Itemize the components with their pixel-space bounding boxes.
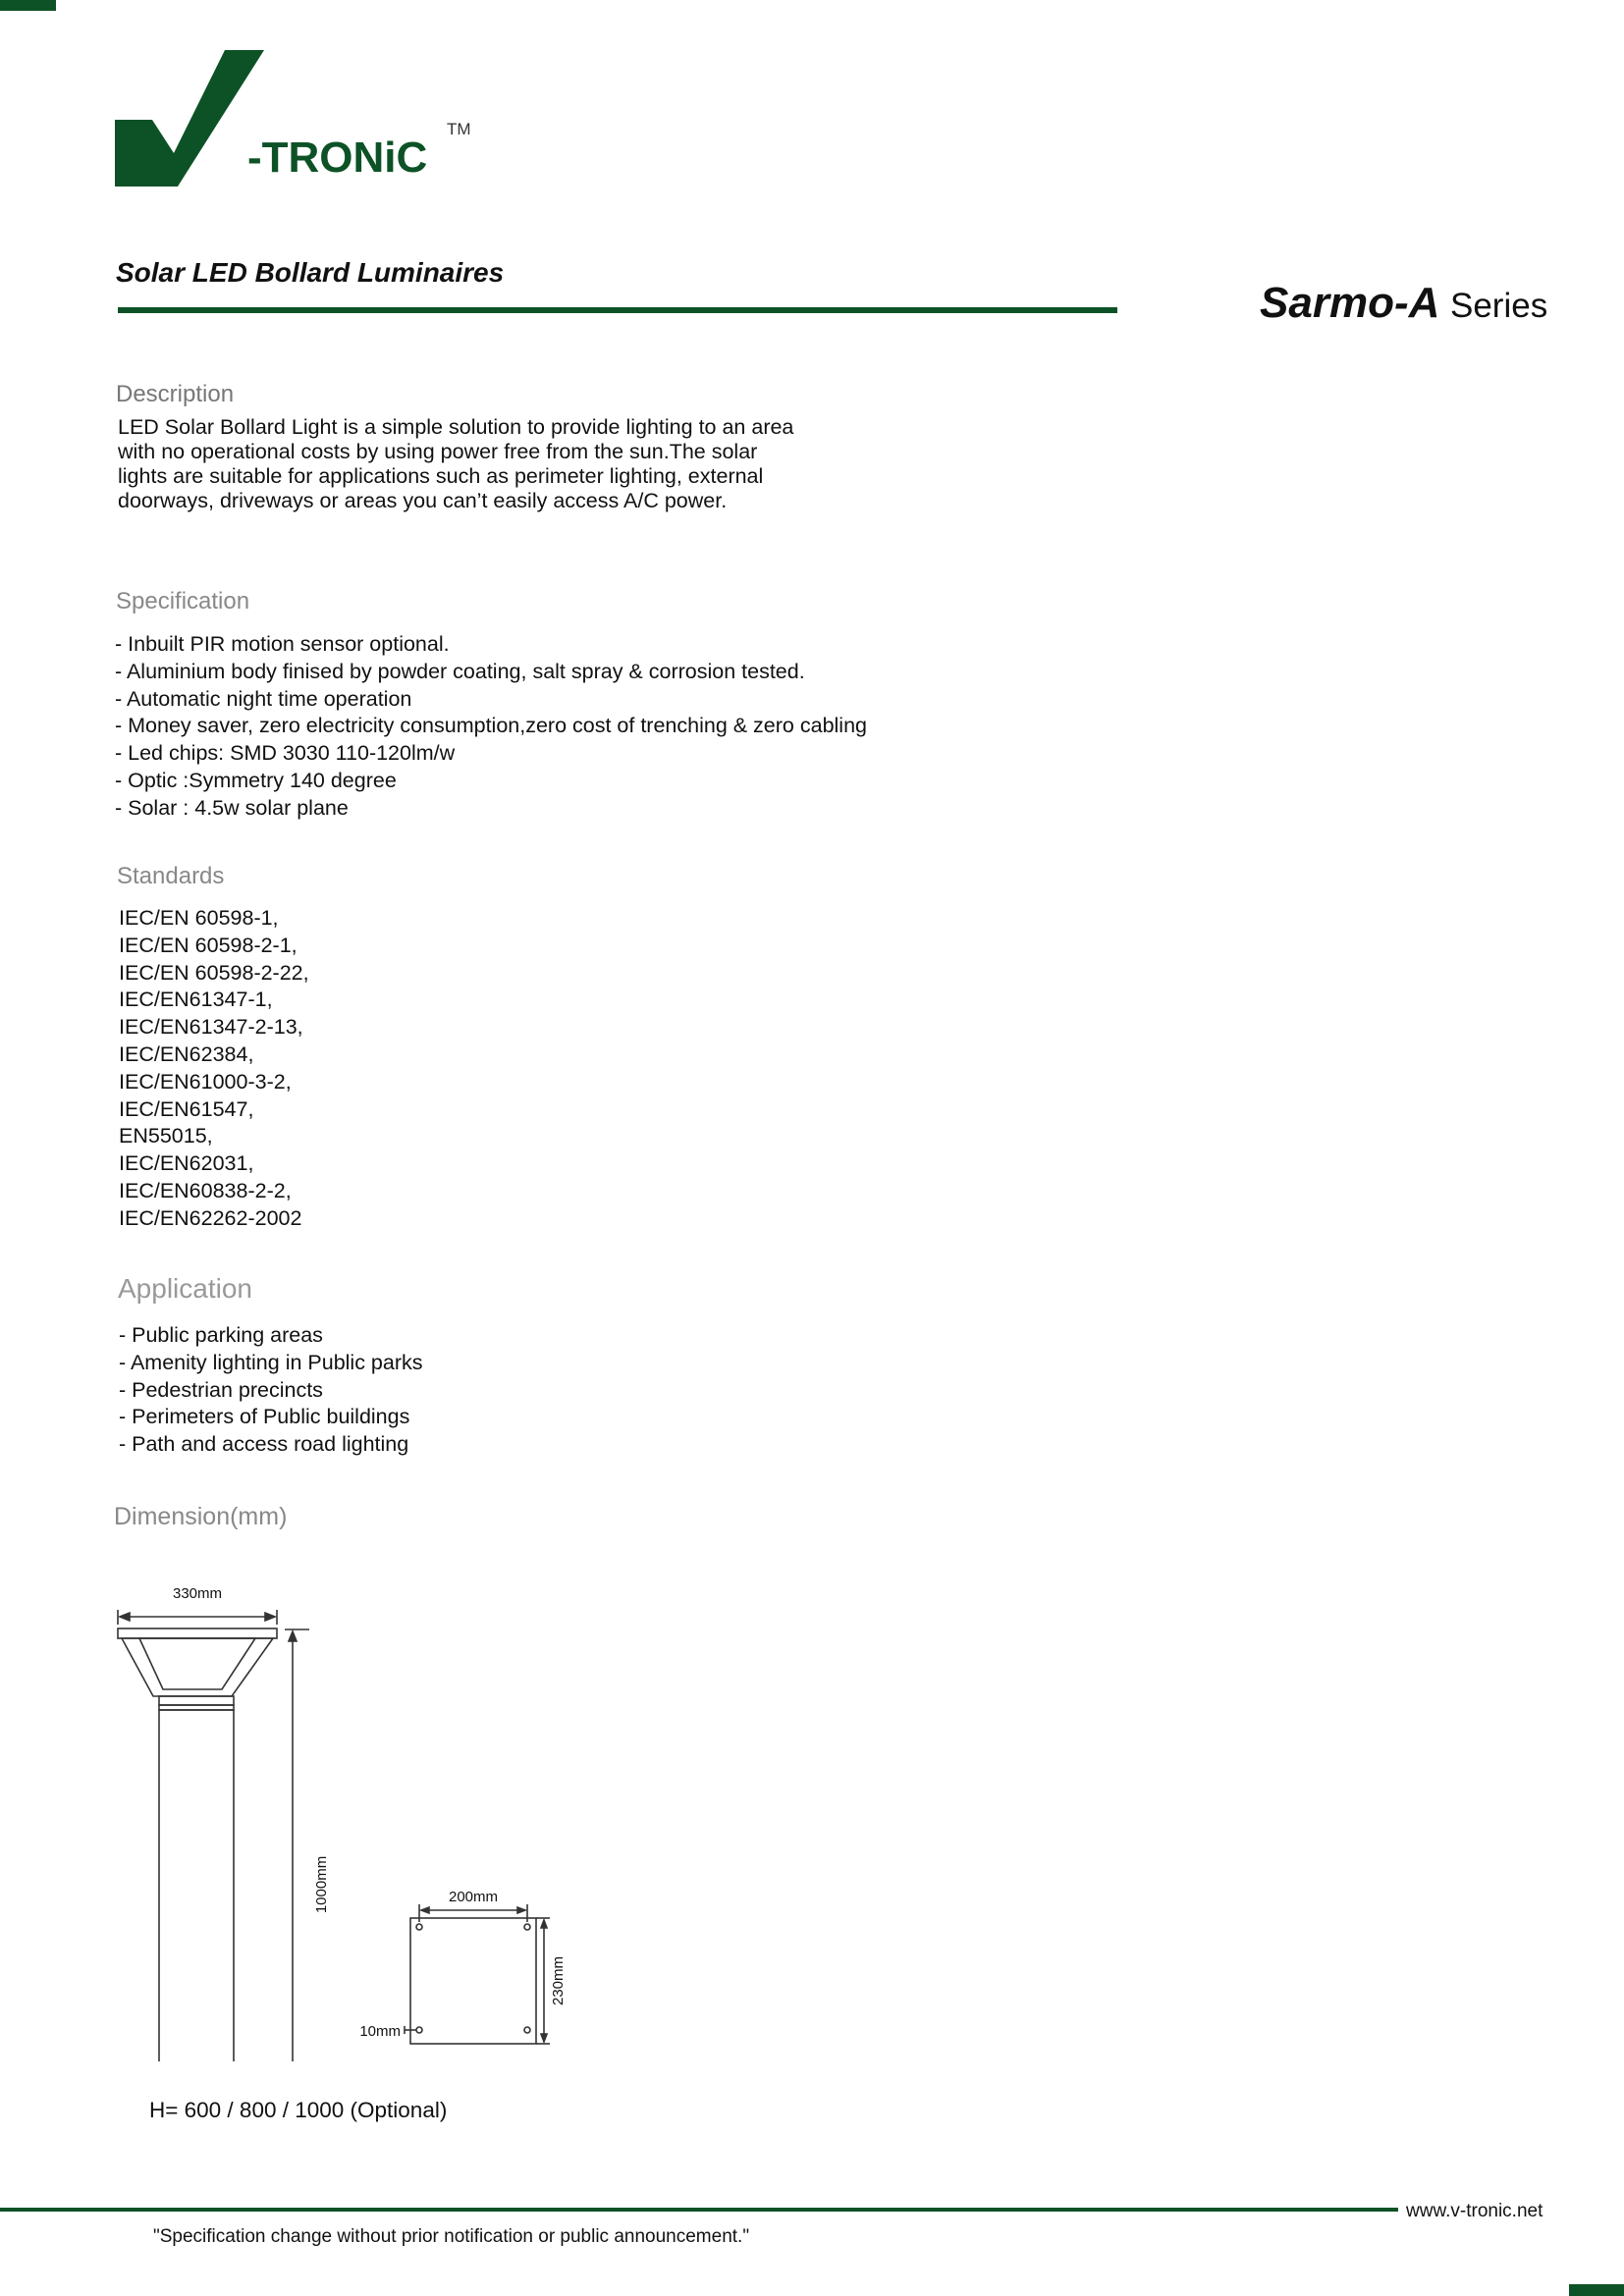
list-item: EN55015,: [119, 1124, 213, 1148]
base-depth-label: 230mm: [550, 1955, 567, 2006]
list-item: - Inbuilt PIR motion sensor optional.: [115, 632, 450, 656]
list-item: IEC/EN60838-2-2,: [119, 1178, 292, 1202]
list-item: IEC/EN62384,: [119, 1041, 254, 1066]
corner-accent-top-left: [0, 0, 56, 11]
top-width-label: 330mm: [172, 1585, 223, 1602]
website-link[interactable]: www.v-tronic.net: [1406, 2201, 1543, 2221]
dimension-heading: Dimension(mm): [114, 1503, 288, 1530]
description-heading: Description: [116, 381, 235, 407]
base-depth-dimension: [536, 1918, 550, 2044]
list-item: IEC/EN62031,: [119, 1151, 254, 1176]
list-item: IEC/EN 60598-1,: [119, 906, 279, 930]
list-item: - Money saver, zero electricity consumption,zero cost of trenching & zero cabling: [115, 714, 867, 738]
application-heading: Application: [118, 1273, 252, 1304]
description-text: LED Solar Bollard Light is a simple solution to provide lighting to an area with no operational costs by using power free from the sun.The solar lights are suitable for applications such as perimeter lighting, external doorways, driveways or areas you can’t easily access A/C power.: [118, 415, 794, 512]
list-item: - Path and access road lighting: [119, 1432, 409, 1457]
standards-heading: Standards: [117, 863, 225, 889]
list-item: IEC/EN61347-1,: [119, 988, 273, 1012]
bollard-outline: [118, 1629, 277, 2061]
list-item: IEC/EN61347-2-13,: [119, 1015, 303, 1040]
height-label: 1000mm: [313, 1855, 330, 1914]
list-item: - Optic :Symmetry 140 degree: [115, 768, 397, 792]
brand-wordmark: -TRONiC: [247, 133, 428, 182]
list-item: - Solar : 4.5w solar plane: [115, 795, 349, 820]
footer-divider: [0, 2208, 1398, 2212]
offset-label: 10mm: [359, 2023, 401, 2040]
corner-accent-bottom-right: [1569, 2284, 1624, 2296]
list-item: IEC/EN61000-3-2,: [119, 1069, 292, 1094]
list-item: - Pedestrian precincts: [119, 1377, 323, 1402]
series-name: Sarmo-A: [1260, 279, 1438, 327]
application-list: [119, 1322, 423, 1459]
list-item: IEC/EN 60598-2-22,: [119, 960, 309, 985]
list-item: IEC/EN61547,: [119, 1096, 254, 1121]
list-item: - Aluminium body finised by powder coating, salt spray & corrosion tested.: [115, 659, 805, 683]
base-plate-outline: [410, 1918, 536, 2044]
dimension-drawing: [108, 1571, 579, 2061]
standards-list: [119, 905, 309, 1233]
list-item: - Automatic night time operation: [115, 686, 412, 711]
top-width-dimension: [118, 1610, 277, 1625]
height-dimension: [259, 1629, 309, 2061]
list-item: - Led chips: SMD 3030 110-120lm/w: [115, 741, 456, 766]
specification-heading: Specification: [116, 588, 250, 614]
product-title: Solar LED Bollard Luminaires: [116, 257, 505, 288]
base-width-label: 200mm: [448, 1889, 499, 1905]
list-item: IEC/EN 60598-2-1,: [119, 933, 298, 957]
series-title: [1260, 279, 1547, 328]
series-word: Series: [1449, 287, 1548, 325]
trademark-symbol: TM: [447, 120, 471, 138]
base-width-dimension: [419, 1904, 527, 1922]
list-item: - Public parking areas: [119, 1323, 323, 1347]
list-item: - Perimeters of Public buildings: [119, 1405, 410, 1429]
height-options-note: H= 600 / 800 / 1000 (Optional): [149, 2098, 448, 2122]
footer-disclaimer: "Specification change without prior notification or public announcement.": [153, 2226, 750, 2247]
specification-list: [115, 631, 867, 823]
list-item: - Amenity lighting in Public parks: [119, 1350, 423, 1374]
title-divider: [118, 307, 1117, 313]
list-item: IEC/EN62262-2002: [119, 1205, 302, 1230]
